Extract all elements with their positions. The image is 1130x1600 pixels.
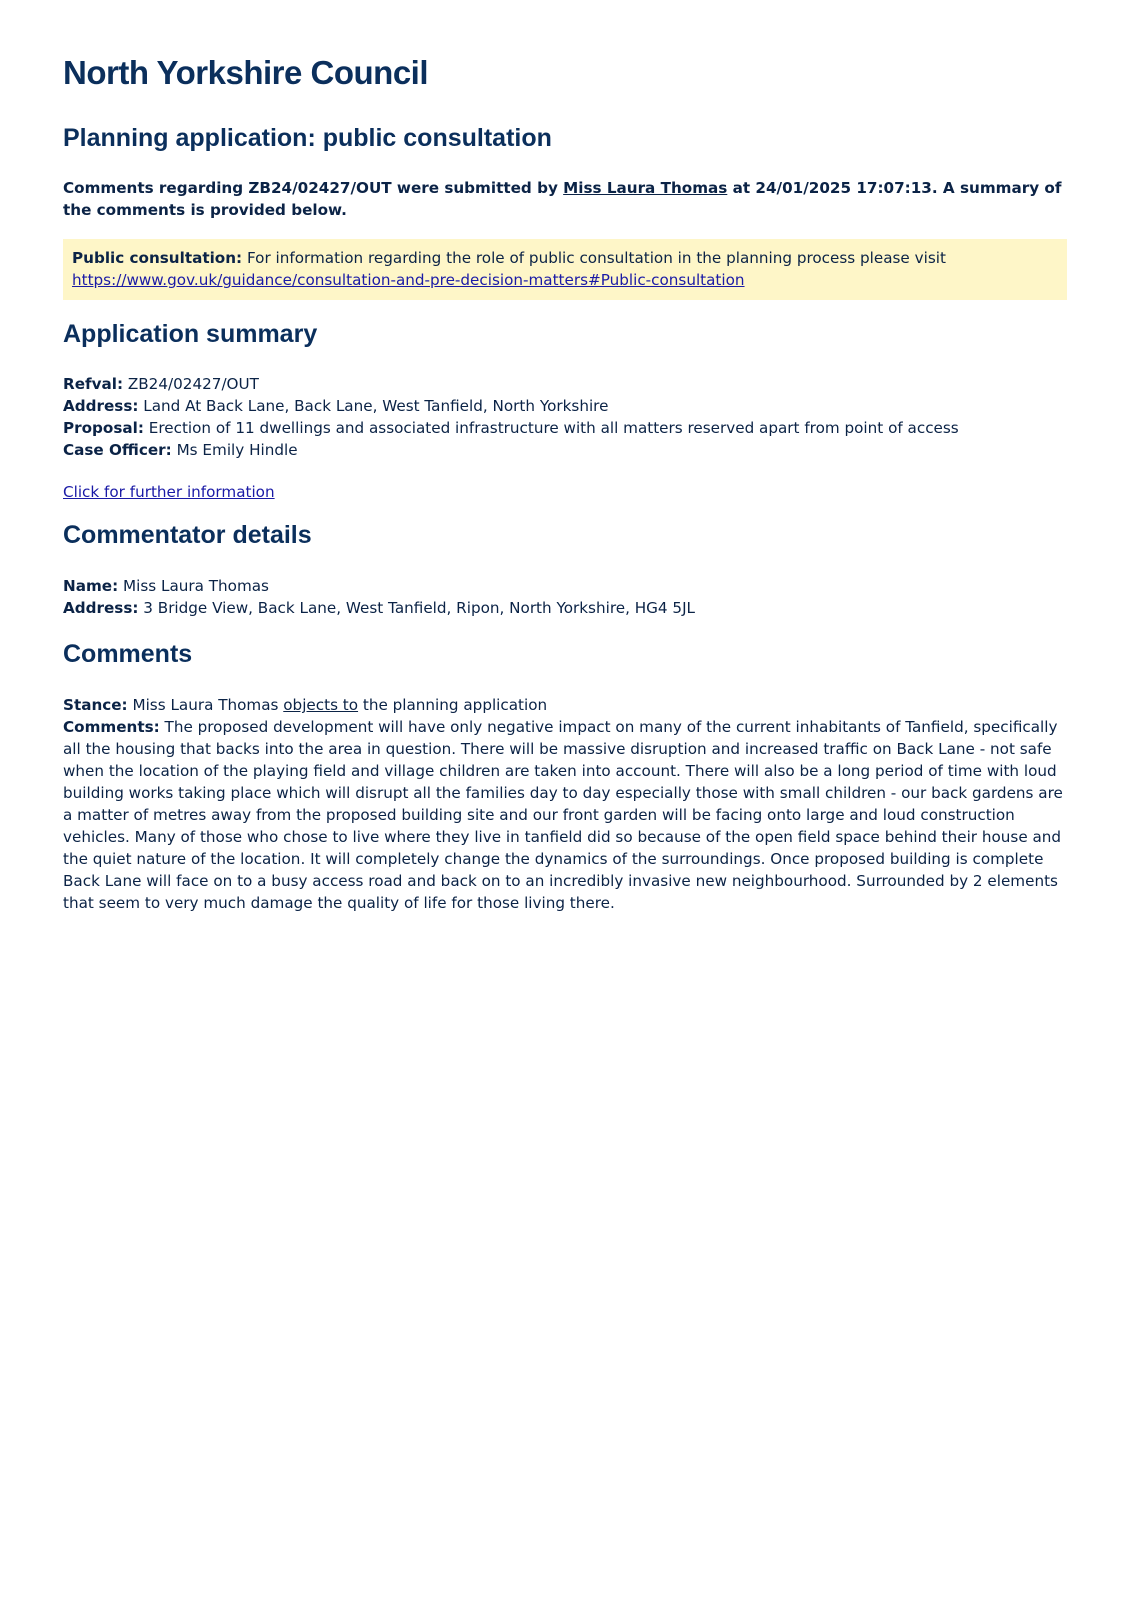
council-title: North Yorkshire Council	[63, 54, 429, 91]
consultation-label: Public consultation:	[72, 249, 243, 267]
consultation-url-link[interactable]: https://www.gov.uk/guidance/consultation-and-pre-decision-matters#Public-consultation	[72, 271, 745, 289]
commentator-name-label: Name:	[63, 577, 119, 595]
stance-link[interactable]: objects to	[283, 696, 359, 714]
stance-label: Stance:	[63, 696, 128, 714]
proposal-label: Proposal:	[63, 419, 144, 437]
case-officer-label: Case Officer:	[63, 441, 172, 459]
commentator-name-value: Miss Laura Thomas	[123, 577, 269, 595]
refval-label: Refval:	[63, 375, 124, 393]
address-value: Land At Back Lane, Back Lane, West Tanfield, North Yorkshire	[143, 397, 609, 415]
comments-label: Comments:	[63, 718, 160, 736]
proposal-row	[63, 417, 1067, 439]
stance-name: Miss Laura Thomas	[132, 696, 279, 714]
comments-heading: Comments	[63, 640, 193, 668]
commentator-name-row	[63, 575, 1067, 597]
comments-row	[63, 716, 1067, 914]
intro-suffix: at 24/01/2025 17:07:13. A summary of the comments is provided below.	[63, 179, 1062, 219]
commentator-details-heading: Commentator details	[63, 521, 312, 549]
stance-row	[63, 694, 1067, 716]
proposal-value: Erection of 11 dwellings and associated infrastructure with all matters reserved apart from point of access	[148, 419, 959, 437]
commentator-address-row	[63, 597, 1067, 619]
further-information-link[interactable]: Click for further information	[63, 483, 275, 501]
case-officer-value: Ms Emily Hindle	[176, 441, 298, 459]
page-subtitle: Planning application: public consultation	[63, 124, 552, 152]
application-summary-details	[63, 373, 1067, 461]
case-officer-row	[63, 439, 1067, 461]
comments-body	[63, 694, 1067, 914]
application-summary-heading: Application summary	[63, 320, 318, 348]
address-label: Address:	[63, 397, 139, 415]
commentator-address-value: 3 Bridge View, Back Lane, West Tanfield, Ripon, North Yorkshire, HG4 5JL	[143, 599, 696, 617]
commentator-details	[63, 575, 1067, 619]
further-info-row	[63, 481, 1067, 503]
address-row	[63, 395, 1067, 417]
consultation-text: For information regarding the role of public consultation in the planning process please visit	[242, 249, 946, 267]
commentator-address-label: Address:	[63, 599, 139, 617]
refval-row	[63, 373, 1067, 395]
refval-value: ZB24/02427/OUT	[127, 375, 259, 393]
commenter-link[interactable]: Miss Laura Thomas	[563, 179, 728, 197]
public-consultation-notice	[63, 239, 1067, 300]
comments-text: The proposed development will have only negative impact on many of the current inhabitants of Tanfield, specifically all the housing that backs into the area in question. There will be massive disruption and increased traffic on Back Lane - not safe when the location of the playing field and village children are taken into account. There will also be a long period of time with loud building works taking place which will disrupt all the families day to day especially those with small children - our back gardens are a matter of metres away from the proposed building site and our front garden will be facing onto large and loud construction vehicles. Many of those who chose to live where they live in tanfield did so because of the open field space behind their house and the quiet nature of the location. It will completely change the dynamics of the surroundings. Once proposed building is complete Back Lane will face on to a busy access road and back on to an incredibly invasive new neighbourhood. Surrounded by 2 elements that seem to very much damage the quality of life for those living there.	[63, 718, 1063, 912]
intro-prefix: Comments regarding ZB24/02427/OUT were submitted by	[63, 179, 564, 197]
intro-paragraph	[63, 177, 1063, 221]
stance-suffix: the planning application	[362, 696, 548, 714]
